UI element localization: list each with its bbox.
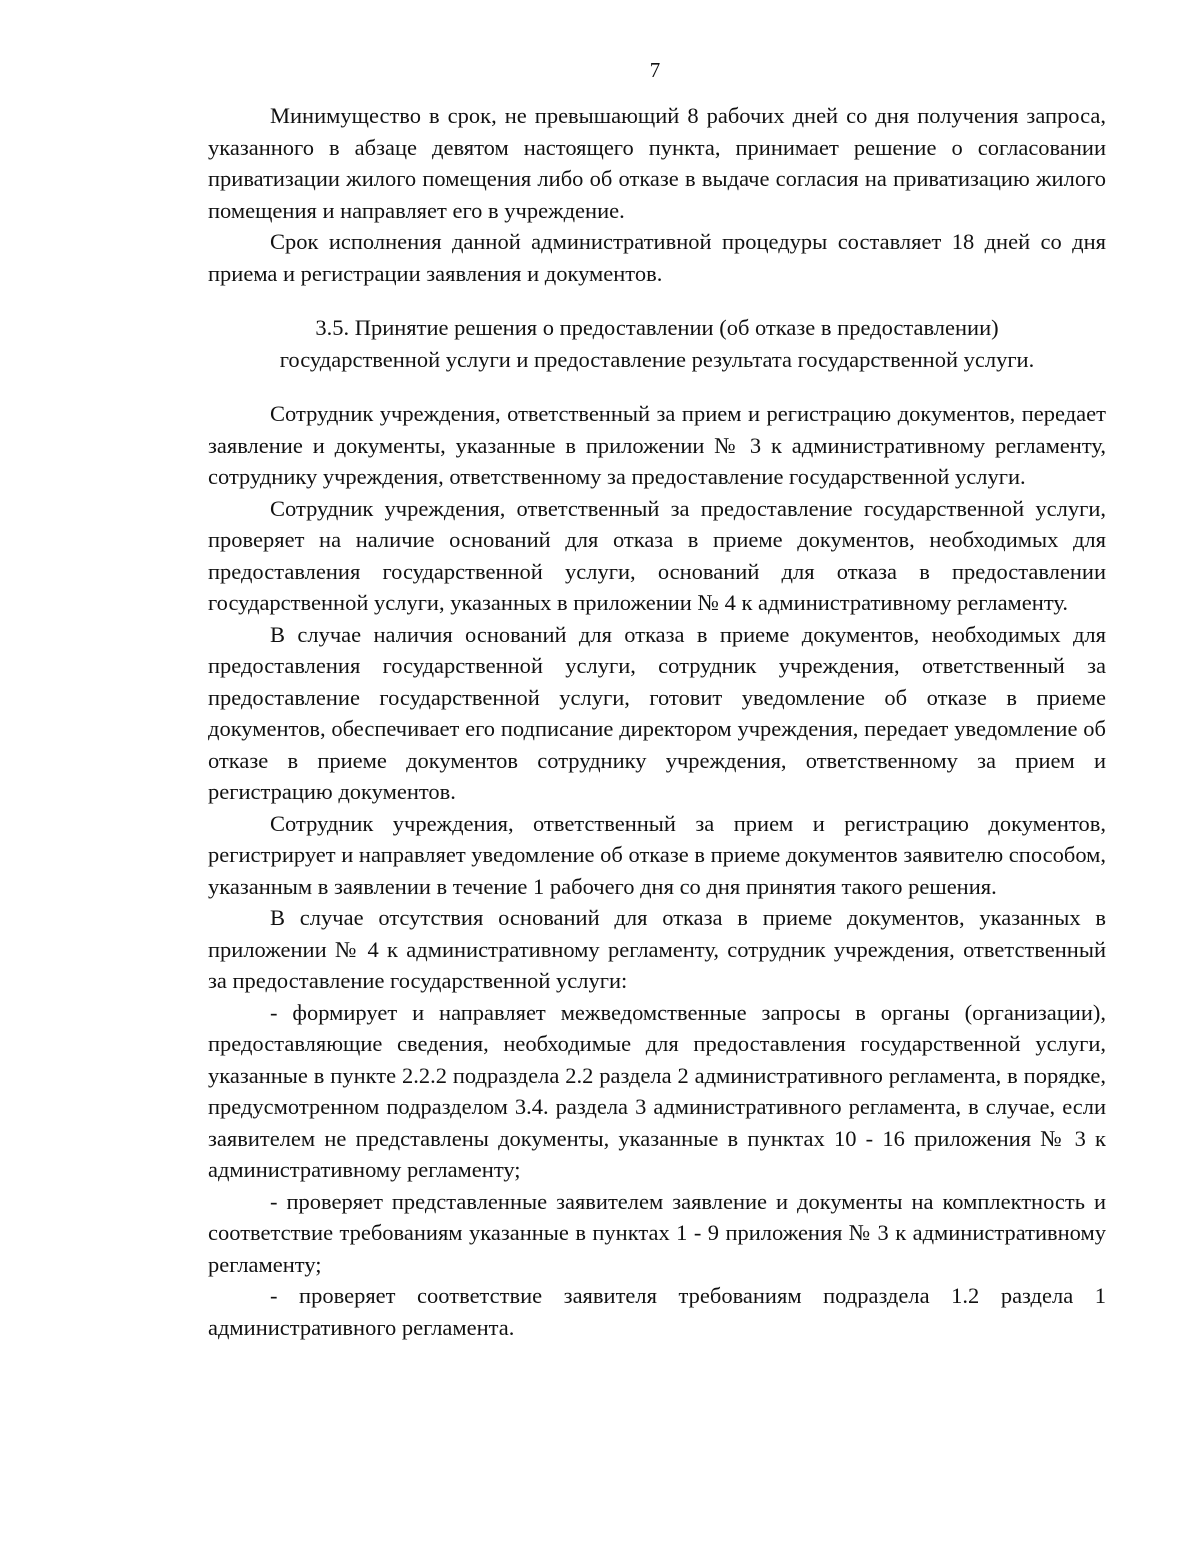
- intro-text: [208, 100, 1106, 289]
- page-number: 7: [649, 58, 661, 82]
- paragraph: Срок исполнения данной административной процедуры составляет 18 дней со дня приема и регистрации заявления и документов.: [208, 229, 1106, 286]
- section-body: [208, 398, 1106, 1343]
- section-heading: [208, 312, 1106, 376]
- paragraph: Сотрудник учреждения, ответственный за предоставление государственной услуги, проверяет на наличие оснований для отказа в приеме документов, необходимых для предоставления государственной услуги, оснований для отказа в предоставлении государственной услуги, указанных в приложении № 4 к административному регламенту.: [208, 495, 1106, 615]
- list-item: - формирует и направляет межведомственные запросы в органы (организации), предоставляющие сведения, необходимые для предоставления государственной услуги, указанные в пункте 2.2.2 подраздела 2.2 раздела 2 административного регламента, в порядке, предусмотренном подразделом 3.4. раздела 3 административного регламента, в случае, если заявителем не представлены документы, указанные в пунктах 10 - 16 приложения № 3 к административному регламенту;: [208, 999, 1106, 1182]
- paragraph: Минимущество в срок, не превышающий 8 рабочих дней со дня получения запроса, указанного в абзаце девятом настоящего пункта, принимает решение о согласовании приватизации жилого помещения либо об отказе в выдаче согласия на приватизацию жилого помещения и направляет его в учреждение.: [208, 103, 1106, 223]
- paragraph: Сотрудник учреждения, ответственный за прием и регистрацию документов, регистрирует и направляет уведомление об отказе в приеме документов заявителю способом, указанным в заявлении в течение 1 рабочего дня со дня принятия такого решения.: [208, 810, 1106, 899]
- section-heading-line: государственной услуги и предоставление результата государственной услуги.: [279, 347, 1035, 372]
- list-item: - проверяет соответствие заявителя требованиям подраздела 1.2 раздела 1 административного регламента.: [208, 1283, 1106, 1340]
- section-heading-line: 3.5. Принятие решения о предоставлении (об отказе в предоставлении): [315, 315, 999, 340]
- paragraph: В случае наличия оснований для отказа в приеме документов, необходимых для предоставления государственной услуги, сотрудник учреждения, ответственный за предоставление государственной услуги, готовит уведомление об отказе в приеме документов, обеспечивает его подписание директором учреждения, передает уведомление об отказе в приеме документов сотруднику учреждения, ответственному за прием и регистрацию документов.: [208, 621, 1106, 804]
- paragraph: Сотрудник учреждения, ответственный за прием и регистрацию документов, передает заявление и документы, указанные в приложении № 3 к административному регламенту, сотруднику учреждения, ответственному за предоставление государственной услуги.: [208, 401, 1106, 489]
- paragraph: В случае отсутствия оснований для отказа в приеме документов, указанных в приложении № 4 к административному регламенту, сотрудник учреждения, ответственный за предоставление государственной услуги:: [208, 905, 1106, 993]
- list-item: - проверяет представленные заявителем заявление и документы на комплектность и соответствие требованиям указанные в пунктах 1 - 9 приложения № 3 к административному регламенту;: [208, 1188, 1106, 1277]
